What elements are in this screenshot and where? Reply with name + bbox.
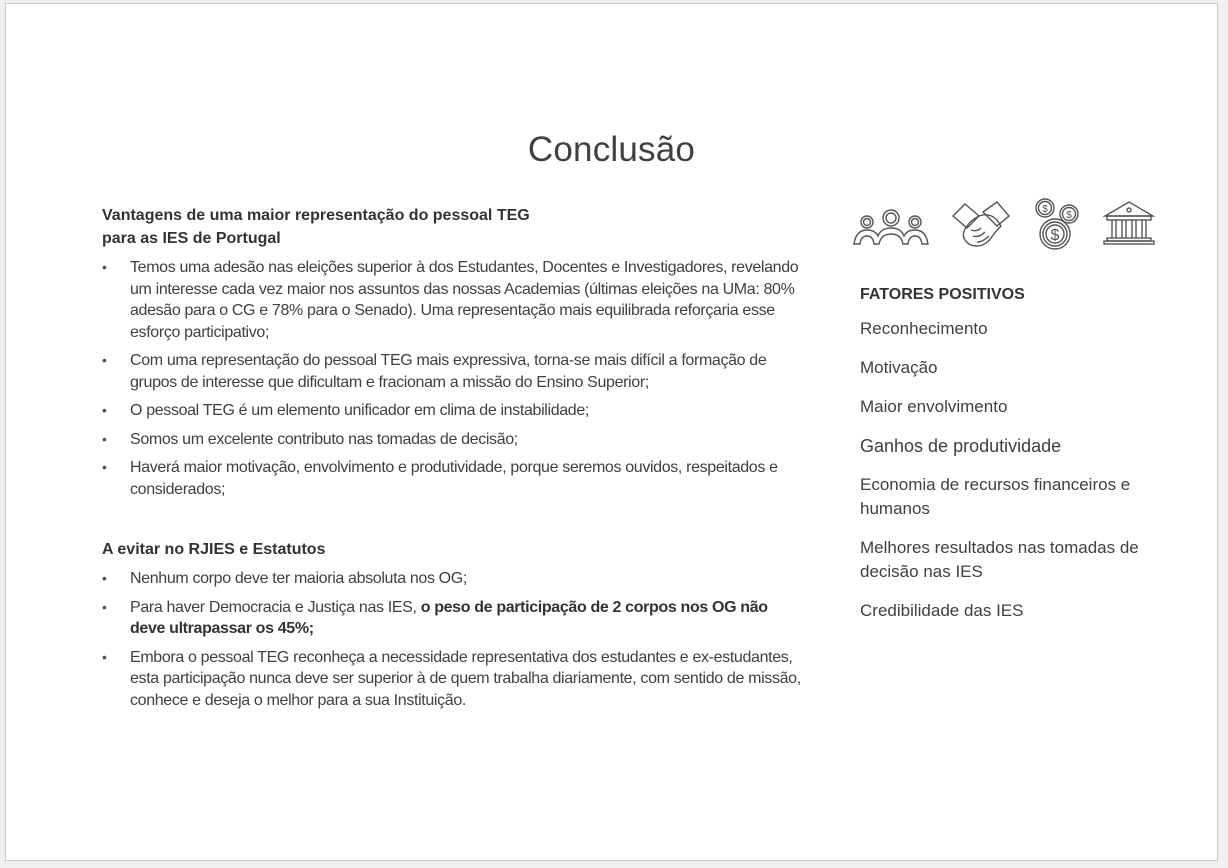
svg-text:$: $ [1050, 227, 1060, 244]
list-item: • Temos uma adesão nas eleições superior à dos Estudantes, Docentes e Investigadores, revelando um interesse cada vez maior nos assuntos das nossas Academias (últimas eleições na UMa: 80% adesão para o CG e 78% para o Senado). Uma representação mais equilibrada reforçaria esse esforço participativo; [102, 257, 802, 343]
factor-item: Melhores resultados nas tomadas de decisão nas IES [860, 538, 1139, 581]
people-group-icon [851, 196, 931, 254]
list-item: • Com uma representação do pessoal TEG mais expressiva, torna-se mais difícil a formação de grupos de interesse que dificultam e fracionam a missão do Ensino Superior; [102, 350, 802, 393]
slide-title: Conclusão [527, 130, 696, 169]
left-column [102, 204, 802, 711]
list-item: • O pessoal TEG é um elemento unificador em clima de instabilidade; [102, 400, 802, 422]
bullet-bold-text: o peso de participação de 2 corpos nos OG não deve ultrapassar os 45%; [130, 598, 768, 637]
icon-row [851, 196, 1157, 254]
positive-factors [860, 286, 1160, 638]
list-item: • Somos um excelente contributo nas tomadas de decisão; [102, 429, 802, 451]
handshake-icon [949, 196, 1013, 254]
avoid-list [102, 568, 802, 711]
institution-building-icon [1101, 196, 1157, 254]
svg-text:$: $ [1066, 210, 1072, 221]
avoid-section [102, 538, 802, 711]
advantages-section [102, 204, 802, 500]
factor-item: Economia de recursos financeiros e humanos [860, 475, 1131, 518]
advantages-heading [102, 204, 802, 250]
factor-item: Reconhecimento [860, 319, 988, 338]
avoid-heading: A evitar no RJIES e Estatutos [102, 541, 326, 558]
svg-text:$: $ [1042, 204, 1048, 215]
positive-factors-heading: FATORES POSITIVOS [860, 286, 1025, 303]
advantages-heading-line2: para as IES de Portugal [102, 230, 281, 247]
advantages-list [102, 257, 802, 500]
list-item: • Haverá maior motivação, envolvimento e produtividade, porque seremos ouvidos, respeitados e considerados; [102, 457, 802, 500]
bullet-text: Para haver Democracia e Justiça nas IES, [130, 598, 421, 616]
factor-item: Maior envolvimento [860, 397, 1008, 416]
slide [5, 3, 1218, 861]
factor-item: Ganhos de produtividade [860, 436, 1062, 456]
advantages-heading-line1: Vantagens de uma maior representação do pessoal TEG [102, 207, 530, 224]
factor-item: Motivação [860, 358, 938, 377]
list-item [102, 597, 802, 640]
list-item: • Embora o pessoal TEG reconheça a necessidade representativa dos estudantes e ex-estudantes, esta participação nunca deve ser superior à de quem trabalha diariamente, com sentido de missão, conhece e deseja o melhor para a sua Instituição. [102, 647, 802, 712]
coins-dollar-icon [1031, 196, 1083, 254]
list-item: • Nenhum corpo deve ter maioria absoluta nos OG; [102, 568, 802, 590]
factor-item: Credibilidade das IES [860, 601, 1024, 620]
